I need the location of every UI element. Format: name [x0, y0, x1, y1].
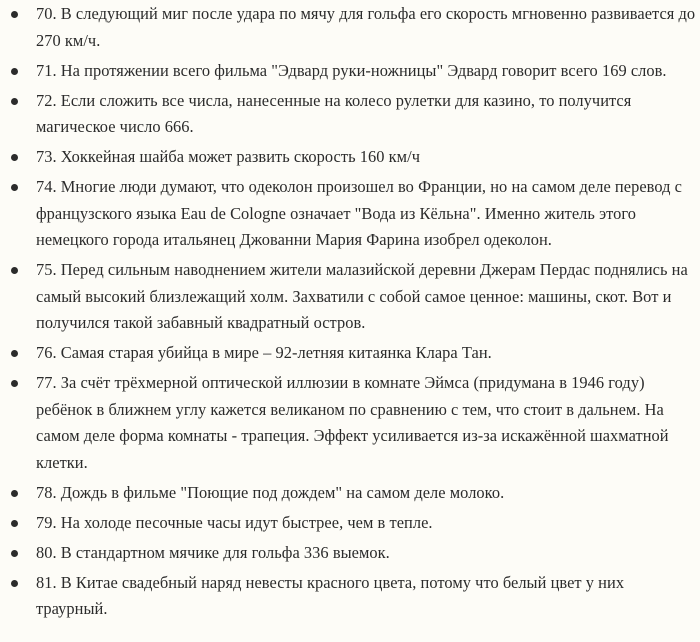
list-item: [0, 510, 700, 537]
fact-text: 75. Перед сильным наводнением жители малазийской деревни Джерам Пердас поднялись на самый высокий близлежащий холм. Захватили с собой самое ценное: машины, скот. Вот и получился такой забавный квадратный остров.: [36, 260, 688, 332]
bullet-icon: [11, 550, 18, 557]
fact-text: 77. За счёт трёхмерной оптической иллюзии в комнате Эймса (придумана в 1946 году) ребёнок в ближнем углу кажется великаном по сравнению с тем, что стоит в дальнем. На самом деле форма комнаты - трапеция. Эффект усиливается из-за искажённой шахматной клетки.: [36, 373, 669, 472]
fact-text: 72. Если сложить все числа, нанесенные на колесо рулетки для казино, то получится магическое число 666.: [36, 90, 632, 136]
list-item: [0, 58, 700, 85]
fact-text: 74. Многие люди думают, что одеколон произошел во Франции, но на самом деле перевод с французского языка Eau de Cologne означает "Вода из Кёльна". Именно житель этого немецкого города итальянец Джованни Мария Фарина изобрел одеколон.: [36, 177, 682, 249]
fact-text: 76. Самая старая убийца в мире – 92-летняя китаянка Клара Тан.: [36, 343, 492, 362]
list-item: [0, 570, 700, 623]
bullet-icon: [11, 154, 18, 161]
list-item: [0, 174, 700, 254]
list-item: [0, 340, 700, 367]
list-item: [0, 480, 700, 507]
fact-text: 70. В следующий миг после удара по мячу для гольфа его скорость мгновенно развивается до 270 км/ч.: [36, 4, 696, 50]
list-item: [0, 540, 700, 567]
list-item: [0, 88, 700, 141]
facts-list: [0, 1, 700, 626]
fact-text: 81. В Китае свадебный наряд невесты красного цвета, потому что белый цвет у них траурный.: [36, 572, 625, 618]
bullet-icon: [11, 11, 18, 18]
list-item: [0, 144, 700, 171]
bullet-icon: [11, 350, 18, 357]
bullet-icon: [11, 580, 18, 587]
list-item: [0, 370, 700, 476]
bullet-icon: [11, 68, 18, 75]
fact-text: 71. На протяжении всего фильма "Эдвард руки-ножницы" Эдвард говорит всего 169 слов.: [36, 60, 667, 80]
bullet-icon: [11, 267, 18, 274]
bullet-icon: [11, 380, 18, 387]
bullet-icon: [11, 184, 18, 191]
bullet-icon: [11, 98, 18, 105]
bullet-icon: [11, 490, 18, 497]
bullet-icon: [11, 520, 18, 527]
list-item: [0, 257, 700, 337]
fact-text: 80. В стандартном мячике для гольфа 336 выемок.: [36, 542, 390, 562]
fact-text: 79. На холоде песочные часы идут быстрее, чем в тепле.: [36, 512, 433, 532]
list-item: [0, 1, 700, 54]
fact-text: 78. Дождь в фильме "Поющие под дождем" на самом деле молоко.: [36, 482, 505, 502]
fact-text: 73. Хоккейная шайба может развить скорость 160 км/ч: [36, 147, 420, 166]
